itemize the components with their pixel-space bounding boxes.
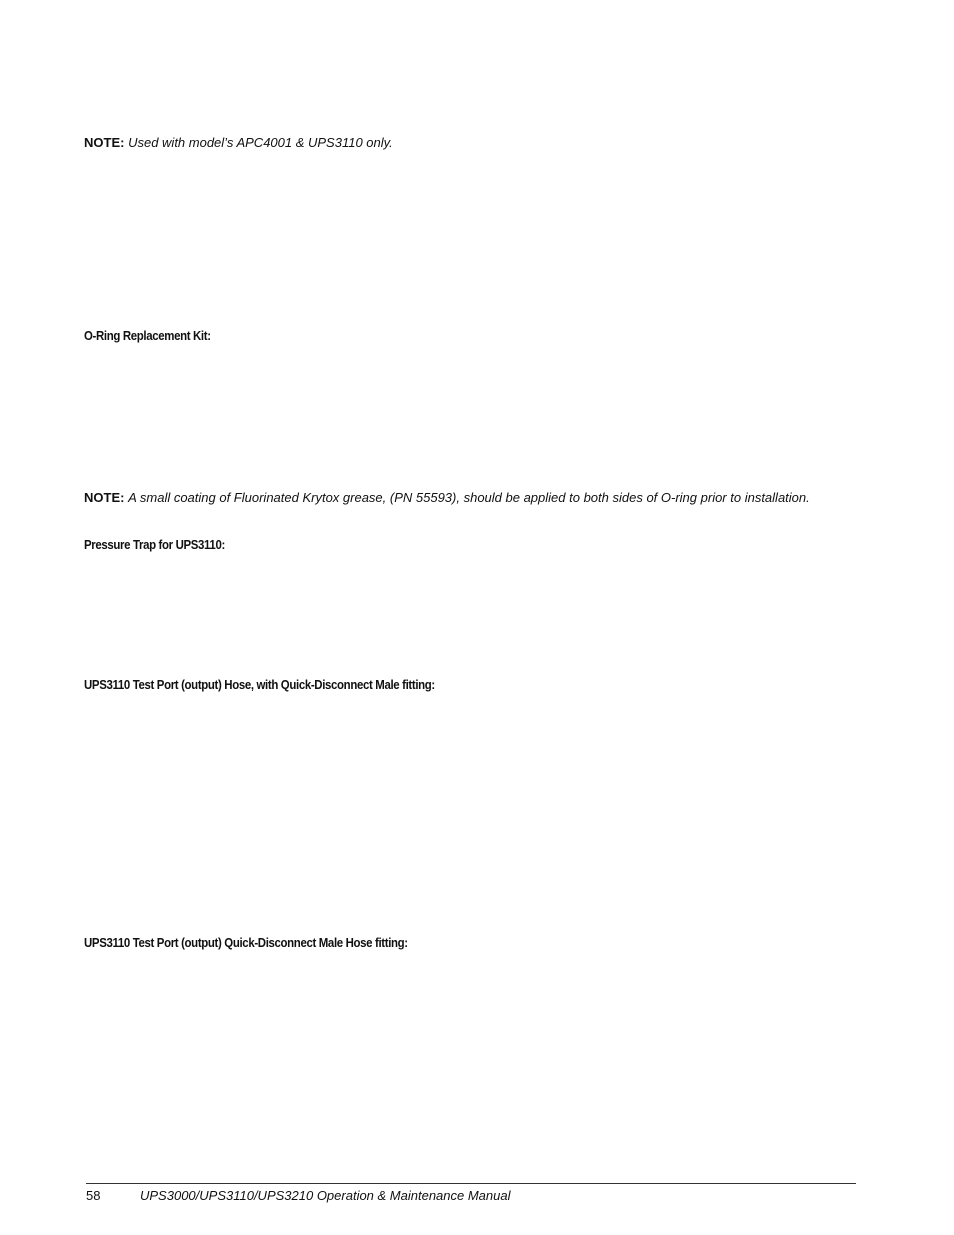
heading-pressure-trap: Pressure Trap for UPS3110:	[84, 537, 225, 552]
note-apc4001	[84, 134, 864, 152]
heading-test-port-hose: UPS3110 Test Port (output) Hose, with Quick-Disconnect Male fitting:	[84, 677, 435, 692]
note-text: Used with model’s APC4001 & UPS3110 only.	[128, 135, 393, 150]
note-label: NOTE:	[84, 490, 125, 505]
heading-oring-kit: O-Ring Replacement Kit:	[84, 328, 211, 343]
note-text: A small coating of Fluorinated Krytox grease, (PN 55593), should be applied to both sides of O-ring prior to installation.	[128, 490, 810, 505]
note-krytox-grease	[84, 489, 855, 507]
note-label: NOTE:	[84, 135, 125, 150]
page-number: 58	[86, 1188, 101, 1203]
heading-test-port-fitting: UPS3110 Test Port (output) Quick-Disconnect Male Hose fitting:	[84, 935, 408, 950]
footer-rule	[86, 1183, 856, 1184]
manual-title: UPS3000/UPS3110/UPS3210 Operation & Maintenance Manual	[140, 1188, 511, 1203]
